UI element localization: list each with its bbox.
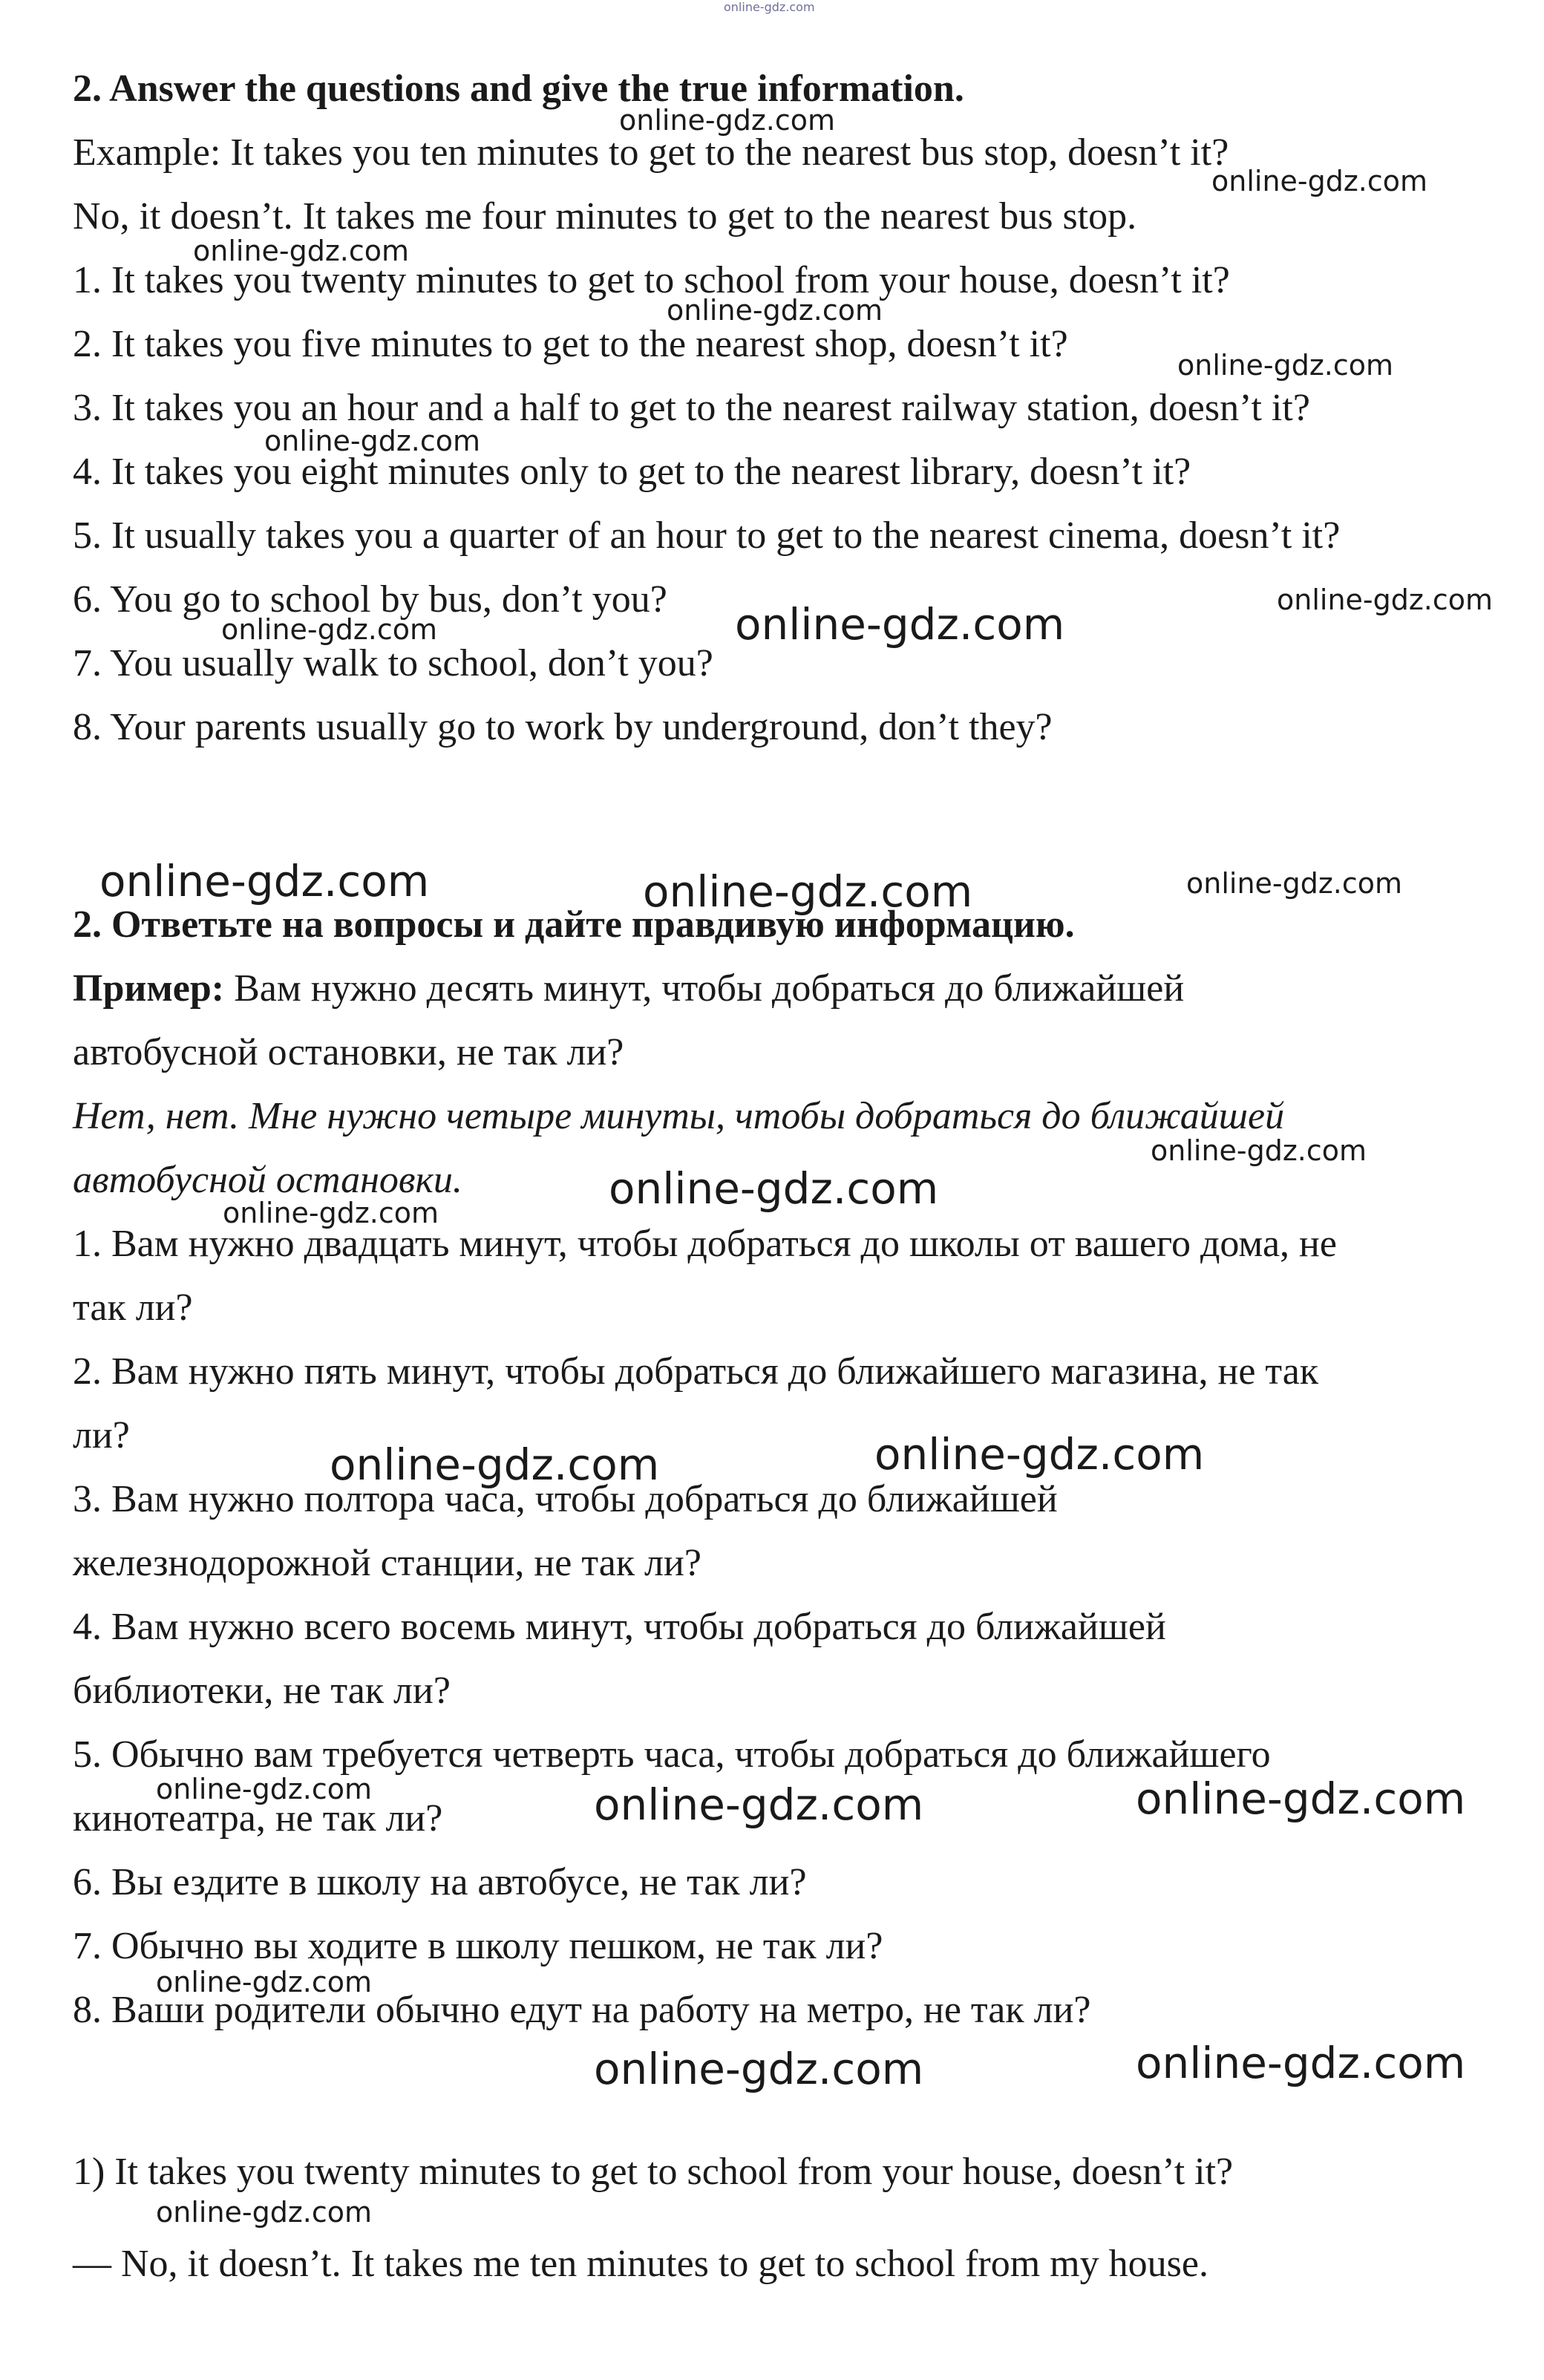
question-item: 6. You go to school by bus, don’t you? xyxy=(73,578,667,621)
example-question: Example: It takes you ten minutes to get to the nearest bus stop, doesn’t it? xyxy=(73,131,1229,174)
example-answer-ru-cont: автобусной остановки. xyxy=(73,1159,462,1201)
exercise-heading-ru: 2. Ответьте на вопросы и дайте правдивую информацию. xyxy=(73,903,1075,946)
example-question-ru-cont: автобусной остановки, не так ли? xyxy=(73,1031,624,1073)
question-line-ru: 4. Вам нужно всего восемь минут, чтобы добраться до ближайшей xyxy=(73,1606,1166,1648)
watermark: online-gdz.com xyxy=(667,294,883,327)
watermark: online-gdz.com xyxy=(221,613,438,646)
question-item: 8. Your parents usually go to work by underground, don’t they? xyxy=(73,706,1053,748)
question-item: 3. It takes you an hour and a half to get to the nearest railway station, doesn’t it? xyxy=(73,387,1310,429)
watermark: online-gdz.com xyxy=(156,1966,373,1998)
watermark: online-gdz.com xyxy=(99,856,430,906)
question-line-ru: железнодорожной станции, не так ли? xyxy=(73,1542,701,1584)
watermark: online-gdz.com xyxy=(223,1197,439,1229)
watermark: online-gdz.com xyxy=(594,1779,924,1830)
question-line-ru: 2. Вам нужно пять минут, чтобы добраться до ближайшего магазина, не так xyxy=(73,1350,1319,1393)
question-line-ru: 3. Вам нужно полтора часа, чтобы добраться до ближайшей xyxy=(73,1478,1058,1520)
watermark: online-gdz.com xyxy=(874,1429,1205,1480)
watermark: online-gdz.com xyxy=(330,1439,660,1490)
watermark: online-gdz.com xyxy=(1277,583,1494,616)
example-question-ru xyxy=(73,967,1184,1011)
example-text: Вам нужно десять минут, чтобы добраться до ближайшей xyxy=(224,967,1185,1010)
question-line-ru: кинотеатра, не так ли? xyxy=(73,1797,443,1840)
watermark: online-gdz.com xyxy=(735,599,1065,650)
watermark: online-gdz.com xyxy=(264,425,481,457)
question-item: 1. It takes you twenty minutes to get to school from your house, doesn’t it? xyxy=(73,259,1230,301)
watermark: online-gdz.com xyxy=(619,104,836,137)
watermark: online-gdz.com xyxy=(1186,867,1403,900)
watermark: online-gdz.com xyxy=(594,2044,924,2094)
example-answer-ru: Нет, нет. Мне нужно четыре минуты, чтобы добраться до ближайшей xyxy=(73,1095,1285,1137)
answer-question: 1) It takes you twenty minutes to get to school from your house, doesn’t it? xyxy=(73,2151,1234,2193)
example-label: Пример: xyxy=(73,967,225,1010)
question-line-ru: ли? xyxy=(73,1414,130,1457)
example-answer: No, it doesn’t. It takes me four minutes to get to the nearest bus stop. xyxy=(73,195,1137,238)
question-line-ru: библиотеки, не так ли? xyxy=(73,1670,451,1712)
question-item: 4. It takes you eight minutes only to get to the nearest library, doesn’t it? xyxy=(73,451,1191,493)
watermark: online-gdz.com xyxy=(156,1773,373,1805)
watermark: online-gdz.com xyxy=(193,235,410,267)
question-item: 7. You usually walk to school, don’t you? xyxy=(73,642,713,684)
watermark: online-gdz.com xyxy=(1211,165,1428,197)
question-line-ru: 7. Обычно вы ходите в школу пешком, не так ли? xyxy=(73,1925,883,1967)
watermark: online-gdz.com xyxy=(1177,349,1394,382)
question-line-ru: 8. Ваши родители обычно едут на работу на метро, не так ли? xyxy=(73,1989,1091,2031)
watermark: online-gdz.com xyxy=(609,1163,939,1214)
top-watermark: online-gdz.com xyxy=(724,0,815,14)
question-line-ru: 1. Вам нужно двадцать минут, чтобы добраться до школы от вашего дома, не xyxy=(73,1223,1337,1265)
question-item: 5. It usually takes you a quarter of an hour to get to the nearest cinema, doesn’t it? xyxy=(73,514,1341,557)
watermark: online-gdz.com xyxy=(1136,2038,1466,2088)
answer-response: — No, it doesn’t. It takes me ten minutes to get to school from my house. xyxy=(73,2243,1208,2285)
exercise-heading: 2. Answer the questions and give the true information. xyxy=(73,68,964,110)
question-item: 2. It takes you five minutes to get to the nearest shop, doesn’t it? xyxy=(73,323,1068,365)
watermark: online-gdz.com xyxy=(643,866,973,917)
question-line-ru: 6. Вы ездите в школу на автобусе, не так ли? xyxy=(73,1861,807,1903)
question-line-ru: 5. Обычно вам требуется четверть часа, чтобы добраться до ближайшего xyxy=(73,1733,1271,1776)
watermark: online-gdz.com xyxy=(1136,1773,1466,1824)
watermark: online-gdz.com xyxy=(156,2196,373,2229)
question-line-ru: так ли? xyxy=(73,1287,193,1329)
watermark: online-gdz.com xyxy=(1151,1134,1367,1167)
